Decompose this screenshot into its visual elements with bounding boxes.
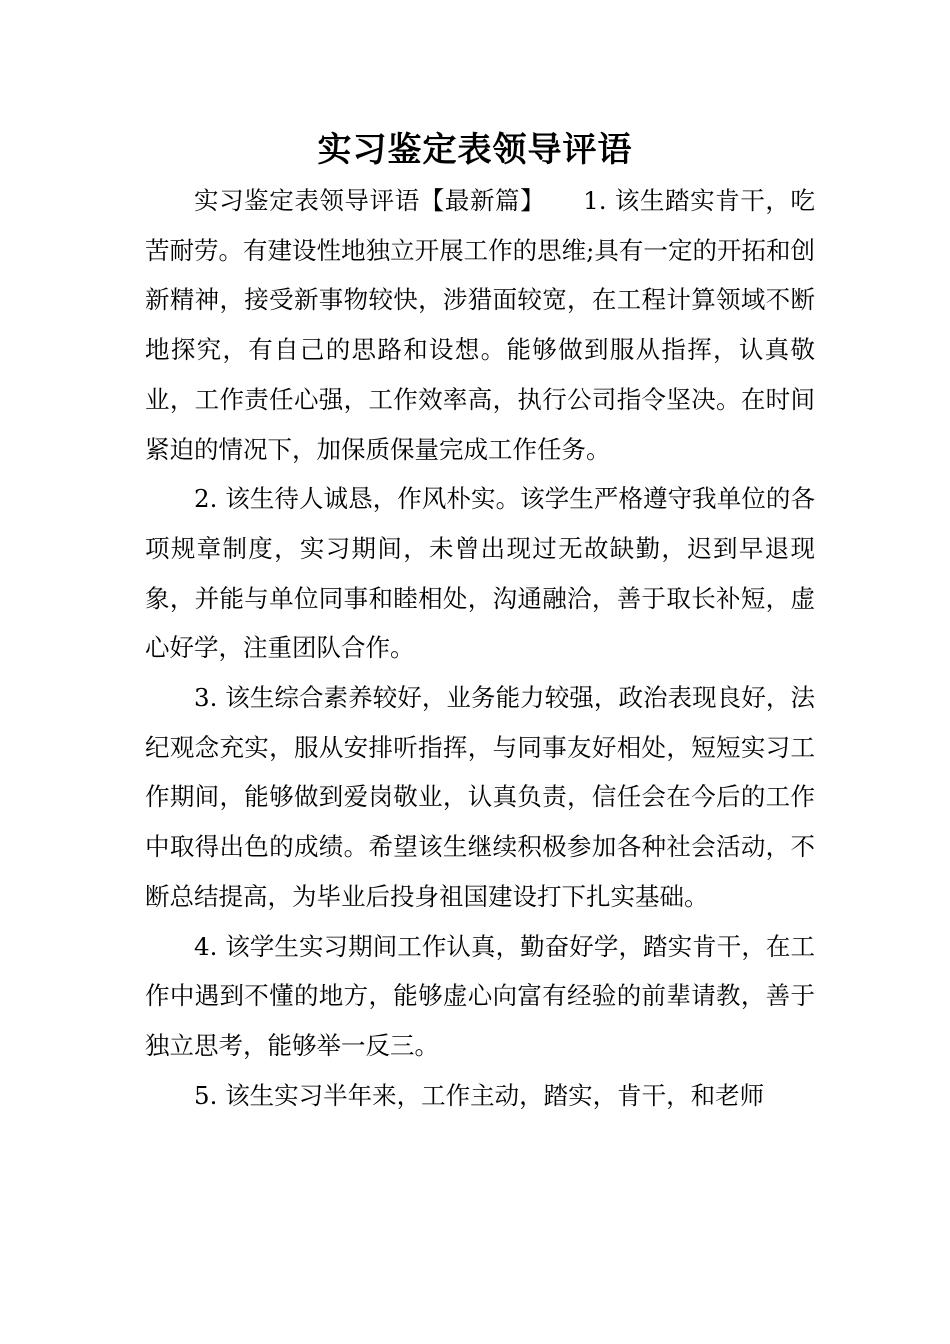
paragraph-5: 5. 该生实习半年来，工作主动，踏实，肯干，和老师 [194,1080,765,1110]
document-body [145,176,815,1120]
document-title: 实习鉴定表领导评语 [317,130,633,170]
paragraph-intro-1: 实习鉴定表领导评语【最新篇】 1. 该生踏实肯干，吃苦耐劳。有建设性地独立开展工作的思维;具有一定的开拓和创新精神，接受新事物较快，涉猎面较宽，在工程计算领域不断地探究，有自己的思路和设想。能够做到服从指挥，认真敬业，工作责任心强，工作效率高，执行公司指令坚决。在时间紧迫的情况下，加保质保量完成工作任务。 [145,186,815,464]
paragraph-2: 2. 该生待人诚恳，作风朴实。该学生严格遵守我单位的各项规章制度，实习期间，未曾出现过无故缺勤，迟到早退现象，并能与单位同事和睦相处，沟通融洽，善于取长补短，虚心好学，注重团队合作。 [145,484,815,663]
paragraph-4: 4. 该学生实习期间工作认真，勤奋好学，踏实肯干，在工作中遇到不懂的地方，能够虚心向富有经验的前辈请教，善于独立思考，能够举一反三。 [145,931,815,1060]
paragraph-3: 3. 该生综合素养较好，业务能力较强，政治表现良好，法纪观念充实，服从安排听指挥，与同事友好相处，短短实习工作期间，能够做到爱岗敬业，认真负责，信任会在今后的工作中取得出色的成绩。希望该生继续积极参加各种社会活动，不断总结提高，为毕业后投身祖国建设打下扎实基础。 [145,683,815,911]
